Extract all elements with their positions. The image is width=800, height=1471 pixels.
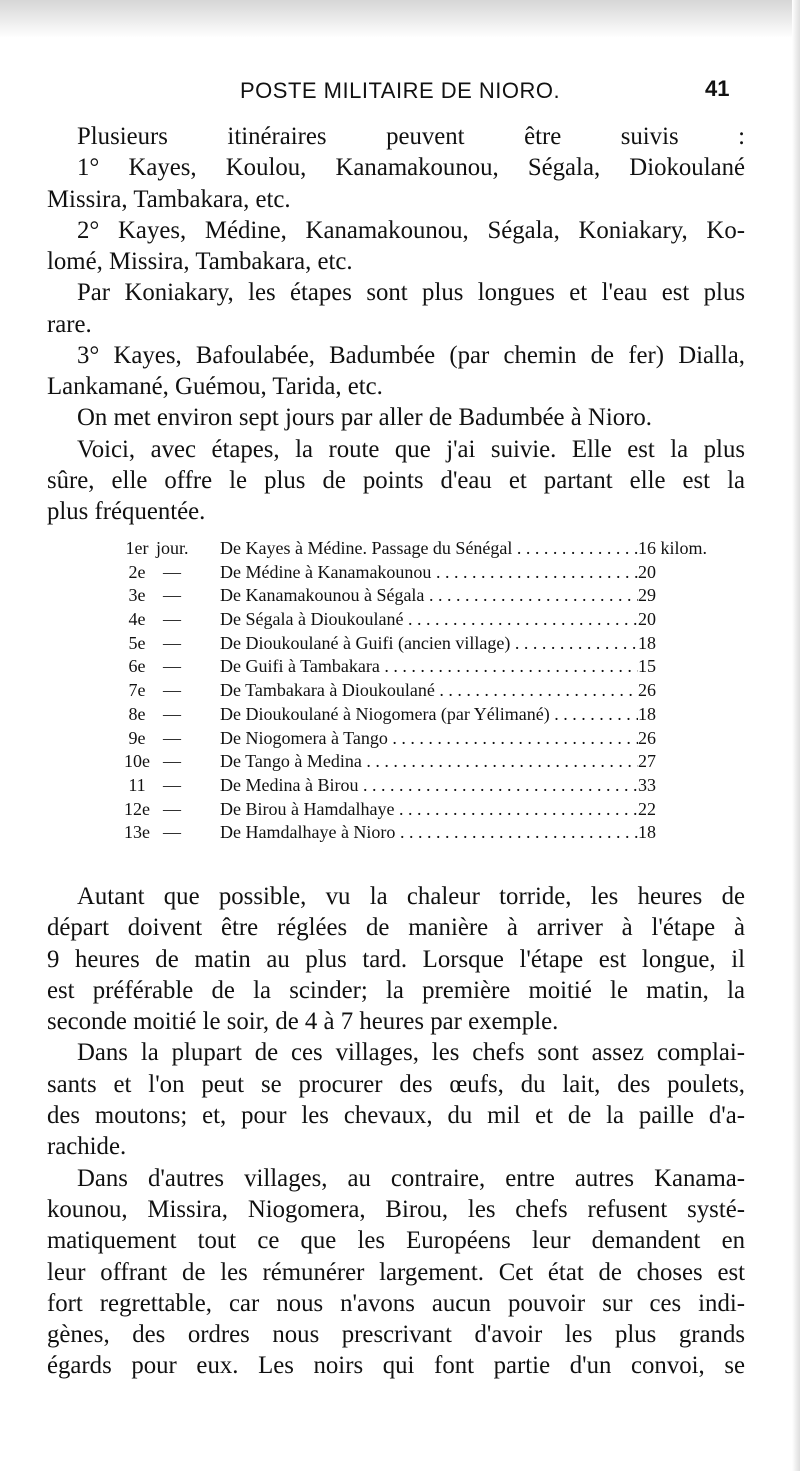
stage-number: 2e: [128, 561, 146, 582]
scan-right-shadow: [792, 0, 800, 1471]
stage-number: 7e: [128, 680, 146, 701]
stage-number: 3e: [128, 585, 146, 606]
text-line: 9 heures de matin au plus tard. Lorsque l'étape est longue, il: [47, 945, 745, 973]
stage-route: De Medina à Birou . . .: [220, 774, 638, 798]
stage-route: De Tango à Medina . . .: [220, 750, 638, 774]
table-row: [120, 774, 740, 798]
stage-distance: 20: [638, 609, 656, 630]
ditto-dash: —: [163, 751, 181, 772]
day-word: jour.: [156, 538, 189, 558]
text-line: Voici, avec étapes, la route que j'ai suivie. Elle est la plus: [77, 435, 745, 463]
text-line: sûre, elle offre le plus de points d'eau et partant elle est la: [47, 466, 745, 494]
closing-paragraphs: [47, 881, 745, 1382]
text-line: Lankamané, Guémou, Tarida, etc.: [47, 373, 383, 400]
stage-route: De Dioukoulané à Niogomera (par Yélimané) . . .: [220, 703, 638, 727]
table-row: [120, 679, 740, 703]
text-line: 1° Kayes, Koulou, Kanamakounou, Ségala, Diokoulané: [77, 154, 745, 182]
table-row: [120, 821, 740, 845]
stage-route: De Tambakara à Dioukoulané . . .: [220, 679, 638, 703]
ditto-dash: —: [163, 680, 181, 701]
ditto-dash: —: [163, 585, 181, 606]
text-line: seconde moitié le soir, de 4 à 7 heures par exemple.: [47, 1008, 559, 1036]
text-line: fort regrettable, car nous n'avons aucun pouvoir sur ces indi-: [47, 1289, 745, 1317]
ditto-dash: —: [163, 561, 181, 582]
ditto-dash: —: [163, 632, 181, 653]
table-row: [120, 750, 740, 774]
stage-route: De Hamdalhaye à Nioro . . .: [220, 821, 638, 845]
stage-route: De Médine à Kanamakounou . . .: [220, 561, 638, 585]
stage-route: De Ségala à Dioukoulané . . .: [220, 608, 638, 632]
running-title: POSTE MILITAIRE DE NIORO.: [240, 78, 561, 103]
ditto-dash: —: [163, 822, 181, 843]
stage-number: 13e: [124, 822, 150, 843]
ditto-dash: —: [163, 774, 181, 795]
ditto-dash: —: [163, 609, 181, 630]
stage-distance: 26: [638, 680, 656, 701]
text-line: Dans d'autres villages, au contraire, entre autres Kanama-: [77, 1164, 745, 1192]
ditto-dash: —: [163, 798, 181, 819]
text-line: égards pour eux. Les noirs qui font partie d'un convoi, se: [47, 1352, 745, 1380]
stage-route: De Dioukoulané à Guifi (ancien village) . . .: [220, 632, 638, 656]
table-row: [120, 798, 740, 822]
text-line: matiquement tout ce que les Européens leur demandent en: [47, 1227, 745, 1255]
stage-number: 1er: [125, 538, 149, 558]
ditto-dash: —: [163, 703, 181, 724]
text-line: leur offrant de les rémunérer largement. Cet état de choses est: [47, 1258, 745, 1286]
page-header: [0, 78, 800, 108]
stage-route: De Guifi à Tambakara . . .: [220, 655, 638, 679]
stage-number: 5e: [128, 632, 146, 653]
text-line: 2° Kayes, Médine, Kanamakounou, Ségala, Koniakary, Ko-: [77, 216, 745, 244]
text-line: Missira, Tambakara, etc.: [47, 185, 291, 213]
text-line: rare.: [47, 310, 92, 338]
text-line: départ doivent être réglées de manière à arriver à l'étape à: [47, 914, 745, 942]
table-row: [120, 655, 740, 679]
stage-number: 10e: [124, 751, 150, 772]
text-line: Par Koniakary, les étapes sont plus longues et l'eau est plus: [77, 279, 745, 307]
text-line: des moutons; et, pour les chevaux, du mil et de la paille d'a-: [47, 1102, 745, 1130]
stage-number: 4e: [128, 609, 146, 630]
stage-route: De Kayes à Médine. Passage du Sénégal . . .: [220, 537, 638, 561]
ditto-dash: —: [163, 727, 181, 748]
text-line: gènes, des ordres nous prescrivant d'avoir les plus grands: [47, 1321, 745, 1349]
stage-distance: 18: [638, 703, 656, 724]
stage-distance: 15: [638, 656, 656, 677]
text-line: Dans la plupart de ces villages, les chefs sont assez complai-: [77, 1039, 745, 1067]
page-number: 41: [705, 76, 730, 101]
table-row: [120, 537, 740, 561]
table-row: [120, 727, 740, 751]
text-line: Plusieurs itinéraires peuvent être suivis :: [77, 123, 745, 150]
stage-distance: 26: [638, 727, 656, 748]
table-row: [120, 632, 740, 656]
text-line: est préférable de la scinder; la première moitié le matin, la: [47, 976, 745, 1004]
text-line: 3° Kayes, Bafoulabée, Badumbée (par chemin de fer) Dialla,: [77, 341, 745, 369]
stage-distance: 33: [638, 774, 656, 795]
text-line: On met environ sept jours par aller de Badumbée à Nioro.: [77, 404, 652, 432]
scan-top-shadow: [0, 0, 800, 38]
stage-number: 12e: [124, 798, 150, 819]
text-line: sants et l'on peut se procurer des œufs, du lait, des poulets,: [47, 1070, 745, 1098]
stage-distance: 20: [638, 561, 656, 582]
stage-number: 8e: [128, 703, 146, 724]
stage-distance: 18: [638, 822, 656, 843]
intro-paragraphs: [47, 121, 745, 527]
stage-distance: 22: [638, 798, 656, 819]
text-line: rachide.: [47, 1133, 127, 1161]
table-row: [120, 561, 740, 585]
stage-distance: 18: [638, 632, 656, 653]
stage-distance: 29: [638, 585, 656, 606]
stage-number: 11: [128, 774, 146, 795]
stage-distance: 16 kilom.: [638, 538, 708, 558]
table-row: [120, 608, 740, 632]
text-line: Autant que possible, vu la chaleur torride, les heures de: [77, 883, 745, 910]
stage-number: 6e: [128, 656, 146, 677]
text-line: plus fréquentée.: [47, 498, 206, 525]
itinerary-table: [120, 537, 740, 845]
stage-distance: 27: [638, 751, 656, 772]
table-row: [120, 703, 740, 727]
ditto-dash: —: [163, 656, 181, 677]
stage-route: De Niogomera à Tango . . .: [220, 727, 638, 751]
stage-number: 9e: [128, 727, 146, 748]
stage-route: De Birou à Hamdalhaye . . .: [220, 798, 638, 822]
stage-route: De Kanamakounou à Ségala . . .: [220, 584, 638, 608]
text-line: kounou, Missira, Niogomera, Birou, les chefs refusent systé-: [47, 1195, 745, 1223]
text-line: lomé, Missira, Tambakara, etc.: [47, 248, 353, 275]
table-row: [120, 584, 740, 608]
